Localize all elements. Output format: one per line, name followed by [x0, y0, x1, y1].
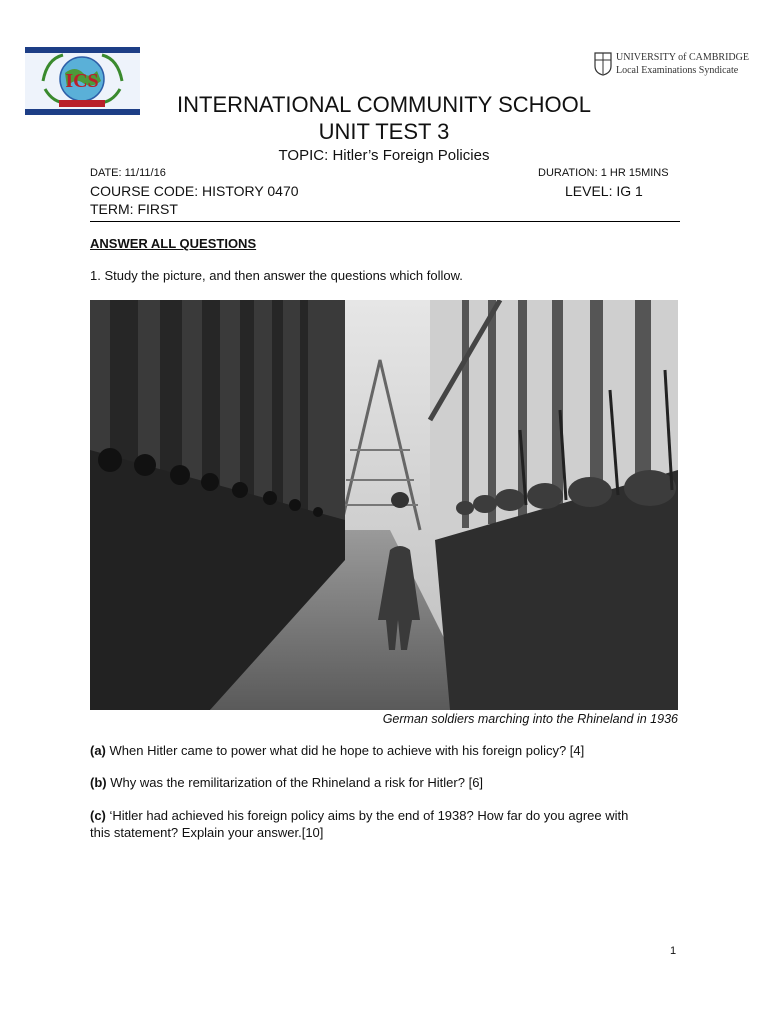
cambridge-crest-icon — [594, 52, 612, 76]
page-number: 1 — [670, 945, 677, 957]
topic-label: TOPIC: — [278, 147, 333, 164]
question-a-label: (a) — [90, 743, 106, 758]
term-text: TERM: FIRST — [90, 201, 178, 217]
date-text: DATE: 11/11/16 — [90, 167, 166, 179]
cambridge-line1: UNIVERSITY of CAMBRIDGE — [616, 52, 749, 63]
cambridge-line2: Local Examinations Syndicate — [616, 65, 739, 76]
instructions-heading: ANSWER ALL QUESTIONS — [90, 236, 257, 251]
question-b — [90, 774, 483, 791]
topic-line — [0, 147, 768, 164]
question-c-text-2: this statement? Explain your answer.[10] — [90, 825, 324, 840]
school-name: INTERNATIONAL COMMUNITY SCHOOL — [177, 92, 591, 117]
level-text: LEVEL: IG 1 — [565, 183, 643, 199]
question-c-label: (c) — [90, 808, 106, 823]
question-c — [90, 807, 628, 841]
test-title: UNIT TEST 3 — [318, 119, 450, 144]
rhineland-photo — [90, 300, 678, 710]
photo-caption: German soldiers marching into the Rhineland in 1936 — [382, 712, 678, 726]
header-divider — [90, 221, 680, 222]
question-b-label: (b) — [90, 775, 107, 790]
cambridge-logo-text — [616, 51, 749, 77]
course-code-text: COURSE CODE: HISTORY 0470 — [90, 183, 299, 199]
question-a-text: When Hitler came to power what did he hope to achieve with his foreign policy? [4] — [105, 743, 585, 758]
logo-letters: ICS — [65, 70, 99, 92]
topic-value: Hitler’s Foreign Policies — [332, 147, 490, 164]
question-a — [90, 742, 584, 759]
question-c-text: ‘Hitler had achieved his foreign policy aims by the end of 1938? How far do you agree with — [105, 808, 629, 823]
question-1: 1. Study the picture, and then answer the questions which follow. — [90, 268, 463, 283]
question-b-text: Why was the remilitarization of the Rhineland a risk for Hitler? [6] — [106, 775, 484, 790]
duration-text: DURATION: 1 HR 15MINS — [538, 167, 669, 179]
